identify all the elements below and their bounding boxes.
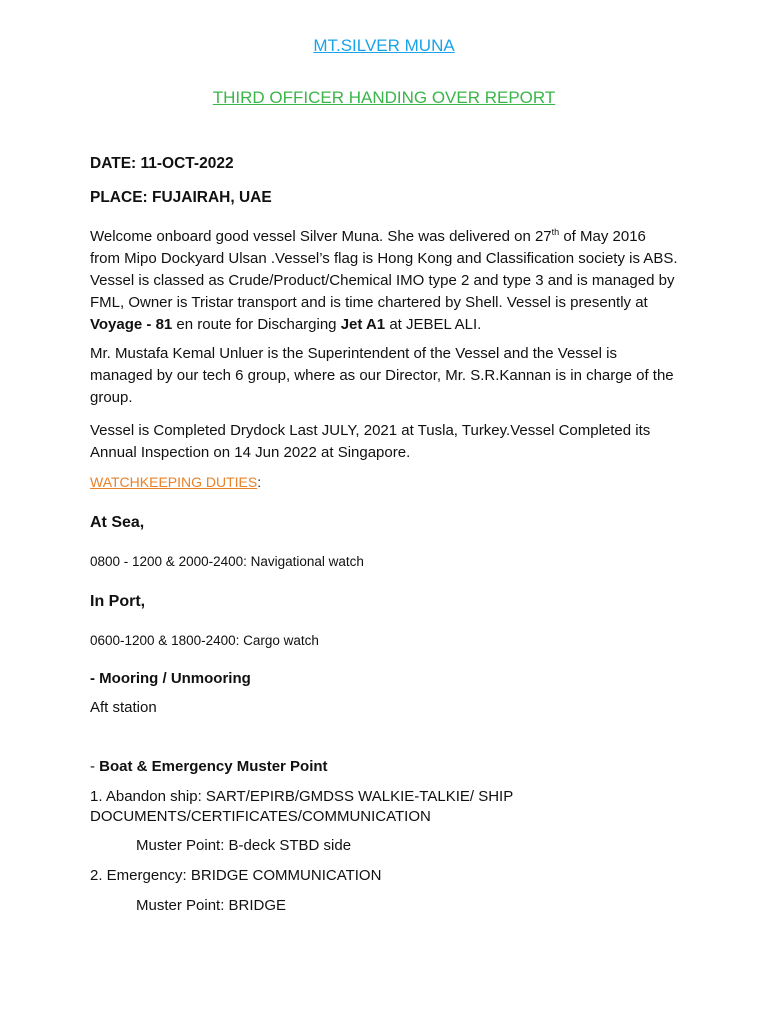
emergency-item: 2. Emergency: BRIDGE COMMUNICATION [90, 867, 382, 884]
in-port-watch: 0600-1200 & 1800-2400: Cargo watch [90, 633, 319, 648]
watchkeeping-colon: : [257, 474, 262, 490]
at-sea-label: At Sea, [90, 514, 145, 531]
mooring-heading: - Mooring / Unmooring [90, 670, 251, 687]
intro-text-a: Welcome onboard good vessel Silver Muna. She was delivered on 27 [90, 228, 552, 245]
muster-heading-text: Boat & Emergency Muster Point [99, 758, 328, 775]
intro-paragraph [90, 221, 680, 336]
in-port-label: In Port, [90, 593, 146, 610]
abandon-ship-muster-point: Muster Point: B-deck STBD side [136, 837, 352, 854]
watchkeeping-duties-link[interactable]: WATCHKEEPING DUTIES [90, 474, 258, 490]
muster-dash: - [90, 758, 100, 775]
voyage-number: Voyage - 81 [90, 316, 173, 333]
report-title: THIRD OFFICER HANDING OVER REPORT [212, 88, 556, 107]
mooring-station: Aft station [90, 699, 157, 716]
report-date: DATE: 11-OCT-2022 [90, 155, 234, 172]
cargo-name: Jet A1 [340, 316, 386, 333]
abandon-ship-line1: 1. Abandon ship: SART/EPIRB/GMDSS WALKIE-TALKIE/ SHIP [90, 788, 514, 805]
emergency-muster-point: Muster Point: BRIDGE [136, 897, 287, 914]
ship-name-heading: MT.SILVER MUNA [313, 36, 455, 55]
at-sea-watch: 0800 - 1200 & 2000-2400: Navigational watch [90, 554, 364, 569]
report-place: PLACE: FUJAIRAH, UAE [90, 189, 272, 206]
watchkeeping-heading [90, 474, 261, 490]
muster-heading [90, 758, 328, 775]
intro-text-c: en route for Discharging [172, 316, 341, 333]
intro-superscript: th [551, 227, 560, 237]
intro-text-b: of May 2016 from Mipo Dockyard Ulsan .Vessel’s flag is Hong Kong and Classification society is ABS. Vessel is classed as Crude/Product/Chemical IMO type 2 and type 3 and is managed by FML, Owner is Tristar transport and is time chartered by Shell. Vessel is presently at [90, 228, 678, 311]
drydock-paragraph: Vessel is Completed Drydock Last JULY, 2021 at Tusla, Turkey.Vessel Completed its Annual Inspection on 14 Jun 2022 at Singapore. [90, 422, 651, 461]
abandon-ship-line2: DOCUMENTS/CERTIFICATES/COMMUNICATION [90, 808, 431, 825]
superintendent-paragraph: Mr. Mustafa Kemal Unluer is the Superintendent of the Vessel and the Vessel is managed by our tech 6 group, where as our Director, Mr. S.R.Kannan is in charge of the group. [90, 345, 674, 406]
intro-text-d: at JEBEL ALI. [385, 316, 482, 333]
